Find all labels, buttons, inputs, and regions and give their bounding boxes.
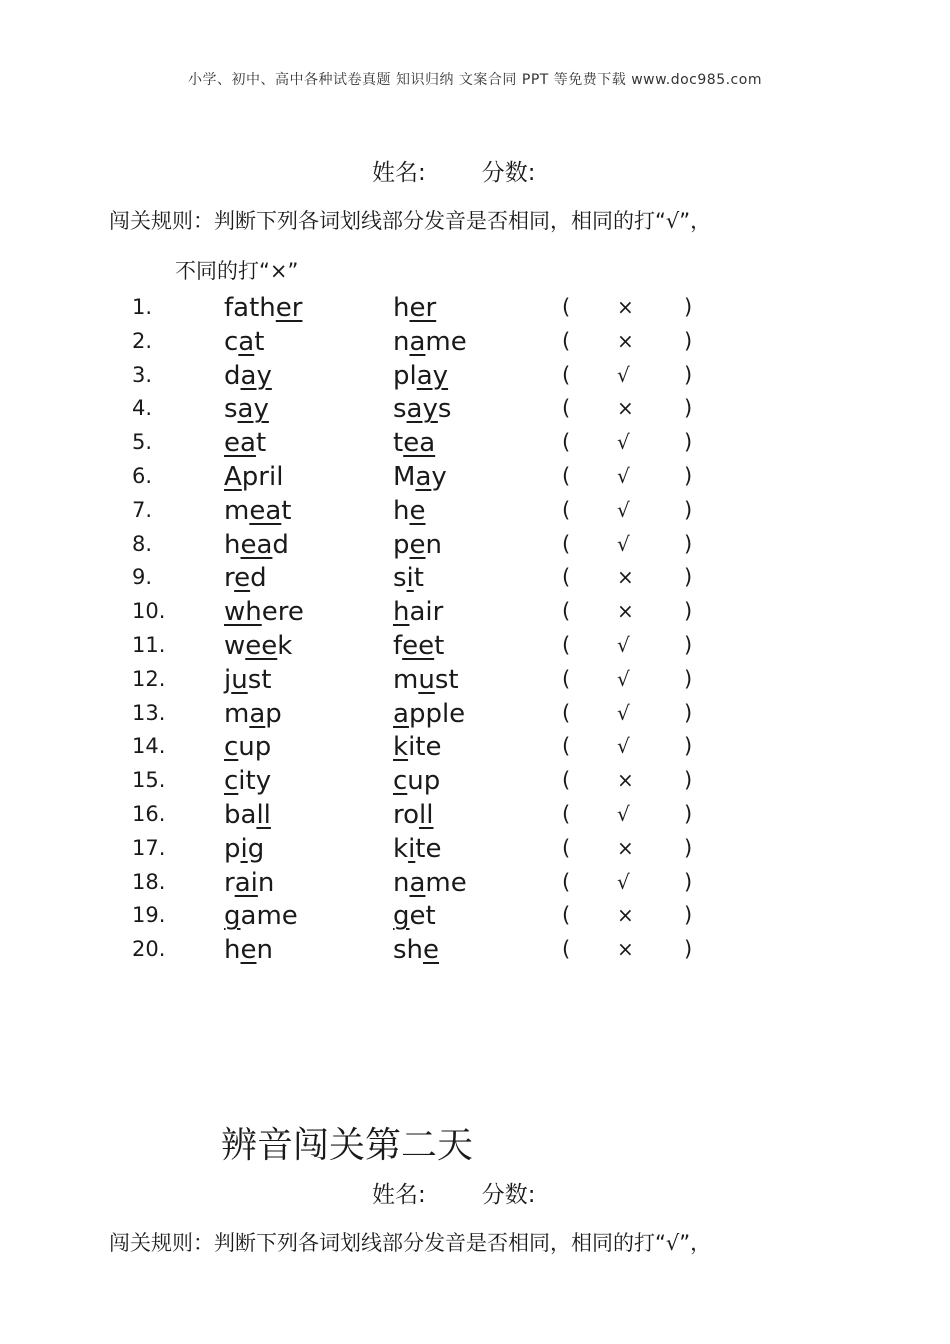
underlined-part: ay xyxy=(240,360,272,391)
word-first xyxy=(224,327,264,357)
paren-open: ( xyxy=(562,801,571,826)
word-part: pl xyxy=(393,360,417,391)
underlined-part: ay xyxy=(416,360,449,391)
paren-close: ) xyxy=(684,599,693,624)
word-first xyxy=(224,394,269,424)
word-part: r xyxy=(224,867,235,898)
question-row xyxy=(0,933,950,967)
word-part: ere xyxy=(261,597,304,628)
day2-title: 辨音闯关第二天 xyxy=(221,1125,474,1166)
underlined-part: e xyxy=(423,935,440,966)
answer-mark: √ xyxy=(617,734,630,759)
word-part: h xyxy=(393,293,410,323)
word-second xyxy=(393,901,436,931)
word-part: M xyxy=(393,461,416,492)
word-part: f xyxy=(393,630,403,661)
word-part: m xyxy=(224,495,250,526)
word-first xyxy=(224,766,271,796)
word-part: g xyxy=(247,833,265,864)
word-second xyxy=(393,462,447,492)
word-part: st xyxy=(247,664,272,695)
question-row xyxy=(0,629,950,663)
underlined-part: ai xyxy=(234,867,258,898)
question-row xyxy=(0,426,950,460)
underlined-part: e xyxy=(240,935,257,966)
underlined-part: er xyxy=(275,293,303,323)
underlined-part: ea xyxy=(224,428,256,459)
rule-line-2: 不同的打“×” xyxy=(175,259,299,283)
word-part: t xyxy=(413,563,424,594)
question-number: 10. xyxy=(132,599,166,624)
paren-open: ( xyxy=(562,430,571,455)
paren-open: ( xyxy=(562,768,571,793)
question-row xyxy=(0,697,950,731)
question-number: 7. xyxy=(132,497,153,522)
paren-close: ) xyxy=(684,565,693,590)
word-second xyxy=(393,394,451,424)
paren-close: ) xyxy=(684,768,693,793)
page-header: 小学、初中、高中各种试卷真题 知识归纳 文案合同 PPT 等免费下载 www.doc985.com xyxy=(188,72,762,88)
word-part: w xyxy=(224,630,246,661)
word-part: st xyxy=(434,664,459,695)
word-second xyxy=(393,732,441,762)
answer-mark: √ xyxy=(617,700,630,725)
word-part: d xyxy=(224,360,241,391)
underlined-part: ll xyxy=(419,799,434,830)
answer-mark: √ xyxy=(617,430,630,455)
answer-mark: × xyxy=(617,937,634,962)
word-first xyxy=(224,293,302,323)
word-part: t xyxy=(281,495,292,526)
underlined-part: k xyxy=(393,732,409,763)
paren-open: ( xyxy=(562,497,571,522)
paren-open: ( xyxy=(562,666,571,691)
paren-close: ) xyxy=(684,903,693,928)
answer-mark: × xyxy=(617,903,634,928)
question-number: 3. xyxy=(132,362,153,387)
underlined-part: a xyxy=(238,326,255,357)
question-row xyxy=(0,291,950,325)
paren-close: ) xyxy=(684,734,693,759)
paren-open: ( xyxy=(562,565,571,590)
paren-open: ( xyxy=(562,396,571,421)
word-part: n xyxy=(256,935,273,966)
word-part: ite xyxy=(408,732,442,763)
word-part: y xyxy=(431,461,447,492)
question-number: 13. xyxy=(132,700,166,725)
paren-close: ) xyxy=(684,430,693,455)
underlined-part: er xyxy=(409,293,437,323)
word-part: fath xyxy=(224,293,276,323)
name-score-line xyxy=(372,154,536,187)
paren-close: ) xyxy=(684,937,693,962)
word-second xyxy=(393,563,424,593)
word-first xyxy=(224,868,274,898)
underlined-part: i xyxy=(408,833,416,864)
underlined-part: a xyxy=(409,326,426,357)
word-part: h xyxy=(224,529,241,560)
word-part: p xyxy=(265,698,282,729)
underlined-part: c xyxy=(224,766,239,797)
word-part: t xyxy=(393,428,404,459)
word-part: k xyxy=(393,833,409,864)
underlined-part: ll xyxy=(256,799,271,830)
question-row xyxy=(0,832,950,866)
score-label-2: 分数: xyxy=(481,1182,536,1208)
word-second xyxy=(393,361,448,391)
answer-mark: × xyxy=(617,295,634,319)
question-row xyxy=(0,392,950,426)
word-first xyxy=(224,935,273,965)
word-part: t xyxy=(254,326,265,357)
paren-open: ( xyxy=(562,835,571,860)
word-part: pril xyxy=(241,461,284,492)
answer-mark: × xyxy=(617,396,634,421)
word-part: p xyxy=(393,529,410,560)
word-part: s xyxy=(393,563,407,594)
word-part: ity xyxy=(238,766,272,797)
underlined-part: i xyxy=(406,563,414,594)
underlined-part: ea xyxy=(403,428,436,459)
paren-close: ) xyxy=(684,869,693,894)
word-first xyxy=(224,834,264,864)
word-part: c xyxy=(224,326,239,357)
underlined-part: g xyxy=(224,901,241,932)
word-second xyxy=(393,935,439,965)
answer-mark: × xyxy=(617,565,634,590)
paren-open: ( xyxy=(562,632,571,657)
word-part: air xyxy=(409,597,444,628)
paren-close: ) xyxy=(684,700,693,725)
question-row xyxy=(0,494,950,528)
paren-close: ) xyxy=(684,835,693,860)
question-row xyxy=(0,528,950,562)
underlined-part: h xyxy=(393,597,410,628)
paren-close: ) xyxy=(684,295,693,319)
paren-open: ( xyxy=(562,903,571,928)
question-row xyxy=(0,798,950,832)
word-second xyxy=(393,766,440,796)
word-second xyxy=(393,699,465,729)
word-part: d xyxy=(250,563,267,594)
paren-close: ) xyxy=(684,396,693,421)
paren-open: ( xyxy=(562,295,571,319)
question-number: 20. xyxy=(132,937,166,962)
question-list xyxy=(0,291,950,967)
word-part: s xyxy=(393,394,407,425)
word-part: ame xyxy=(240,901,298,932)
paren-close: ) xyxy=(684,362,693,387)
word-part: d xyxy=(272,529,289,560)
paren-open: ( xyxy=(562,328,571,353)
paren-close: ) xyxy=(684,463,693,488)
answer-mark: √ xyxy=(617,801,630,826)
paren-open: ( xyxy=(562,531,571,556)
rule-line-1: 闯关规则：判断下列各词划线部分发音是否相同，相同的打“√”， xyxy=(109,209,712,233)
question-number: 2. xyxy=(132,328,153,353)
word-part: ro xyxy=(393,799,420,830)
question-number: 17. xyxy=(132,835,166,860)
underlined-part: ea xyxy=(240,529,273,560)
word-second xyxy=(393,631,444,661)
underlined-part: A xyxy=(224,461,242,492)
question-row xyxy=(0,663,950,697)
word-first xyxy=(224,597,304,627)
paren-open: ( xyxy=(562,937,571,962)
underlined-part: e xyxy=(234,563,251,594)
word-part: me xyxy=(425,326,467,357)
word-part: m xyxy=(224,698,250,729)
question-number: 5. xyxy=(132,430,153,455)
word-part: s xyxy=(224,394,238,425)
underlined-part: c xyxy=(393,766,408,797)
paren-open: ( xyxy=(562,734,571,759)
word-part: t xyxy=(255,428,267,459)
question-row xyxy=(0,866,950,900)
word-part: n xyxy=(257,867,275,898)
underlined-part: ea xyxy=(249,495,282,526)
word-part: n xyxy=(393,867,410,898)
word-first xyxy=(224,530,289,560)
word-first xyxy=(224,631,292,661)
answer-mark: √ xyxy=(617,362,630,387)
answer-mark: × xyxy=(617,599,634,624)
word-part: et xyxy=(409,901,436,932)
paren-close: ) xyxy=(684,328,693,353)
paren-open: ( xyxy=(562,599,571,624)
underlined-part: ee xyxy=(402,630,435,661)
question-row xyxy=(0,764,950,798)
question-number: 16. xyxy=(132,801,166,826)
paren-open: ( xyxy=(562,463,571,488)
answer-mark: × xyxy=(617,835,634,860)
question-number: 11. xyxy=(132,632,166,657)
paren-close: ) xyxy=(684,632,693,657)
word-part: up xyxy=(238,732,272,763)
rule-line-day2: 闯关规则：判断下列各词划线部分发音是否相同，相同的打“√”， xyxy=(109,1231,712,1255)
underlined-part: ay xyxy=(406,394,438,425)
question-row xyxy=(0,460,950,494)
word-first xyxy=(224,665,271,695)
word-part: h xyxy=(224,935,241,966)
answer-mark: √ xyxy=(617,632,630,657)
question-number: 9. xyxy=(132,565,153,590)
underlined-part: e xyxy=(409,495,426,526)
question-row xyxy=(0,561,950,595)
word-first xyxy=(224,901,298,931)
word-first xyxy=(224,428,266,458)
answer-mark: √ xyxy=(617,666,630,691)
name-label-2: 姓名: xyxy=(372,1182,426,1208)
question-row xyxy=(0,899,950,933)
word-second xyxy=(393,800,433,830)
word-second xyxy=(393,327,467,357)
answer-mark: √ xyxy=(617,497,630,522)
word-part: h xyxy=(393,495,410,526)
word-part: me xyxy=(425,867,467,898)
question-number: 8. xyxy=(132,531,153,556)
word-part: te xyxy=(415,833,442,864)
question-number: 19. xyxy=(132,903,166,928)
question-row xyxy=(0,730,950,764)
word-second xyxy=(393,665,459,695)
answer-mark: √ xyxy=(617,869,630,894)
word-part: sh xyxy=(393,935,424,966)
underlined-part: u xyxy=(231,664,248,695)
word-second xyxy=(393,293,436,323)
paren-close: ) xyxy=(684,497,693,522)
underlined-part: e xyxy=(409,529,426,560)
word-second xyxy=(393,530,442,560)
word-part: p xyxy=(224,833,241,864)
paren-open: ( xyxy=(562,700,571,725)
answer-mark: √ xyxy=(617,531,630,556)
word-part: r xyxy=(224,563,235,594)
underlined-part: a xyxy=(249,698,266,729)
answer-mark: × xyxy=(617,328,634,353)
word-second xyxy=(393,597,443,627)
underlined-part: a xyxy=(393,698,409,729)
underlined-part: wh xyxy=(224,597,262,628)
word-part: up xyxy=(407,766,441,797)
underlined-part: ee xyxy=(245,630,278,661)
name-label: 姓名: xyxy=(372,160,426,186)
word-first xyxy=(224,462,283,492)
word-first xyxy=(224,732,271,762)
paren-open: ( xyxy=(562,869,571,894)
word-part: ba xyxy=(224,799,257,830)
underlined-part: ay xyxy=(237,394,269,425)
word-part: t xyxy=(434,630,445,661)
question-number: 12. xyxy=(132,666,166,691)
word-second xyxy=(393,496,425,526)
question-number: 15. xyxy=(132,768,166,793)
word-part: pple xyxy=(408,698,466,729)
word-second xyxy=(393,868,467,898)
question-row xyxy=(0,325,950,359)
word-first xyxy=(224,496,291,526)
question-number: 6. xyxy=(132,463,153,488)
underlined-part: u xyxy=(418,664,435,695)
question-number: 18. xyxy=(132,869,166,894)
word-part: n xyxy=(393,326,410,357)
question-number: 4. xyxy=(132,396,153,421)
word-part: n xyxy=(425,529,442,560)
word-first xyxy=(224,563,267,593)
name-score-line-2 xyxy=(372,1176,536,1209)
answer-mark: √ xyxy=(617,463,630,488)
underlined-part: a xyxy=(415,461,432,492)
underlined-part: i xyxy=(240,833,248,864)
word-first xyxy=(224,699,282,729)
paren-close: ) xyxy=(684,666,693,691)
underlined-part: a xyxy=(409,867,426,898)
word-part: k xyxy=(277,630,293,661)
word-first xyxy=(224,800,271,830)
word-first xyxy=(224,361,272,391)
word-part: m xyxy=(393,664,419,695)
word-part: j xyxy=(224,664,232,695)
paren-close: ) xyxy=(684,801,693,826)
question-row xyxy=(0,595,950,629)
word-second xyxy=(393,834,442,864)
word-part: s xyxy=(437,394,452,425)
question-row xyxy=(0,359,950,393)
answer-mark: × xyxy=(617,768,634,793)
score-label: 分数: xyxy=(481,160,536,186)
question-number: 14. xyxy=(132,734,166,759)
underlined-part: g xyxy=(393,901,410,932)
paren-open: ( xyxy=(562,362,571,387)
question-number: 1. xyxy=(132,295,153,319)
underlined-part: c xyxy=(224,732,239,763)
paren-close: ) xyxy=(684,531,693,556)
word-second xyxy=(393,428,435,458)
